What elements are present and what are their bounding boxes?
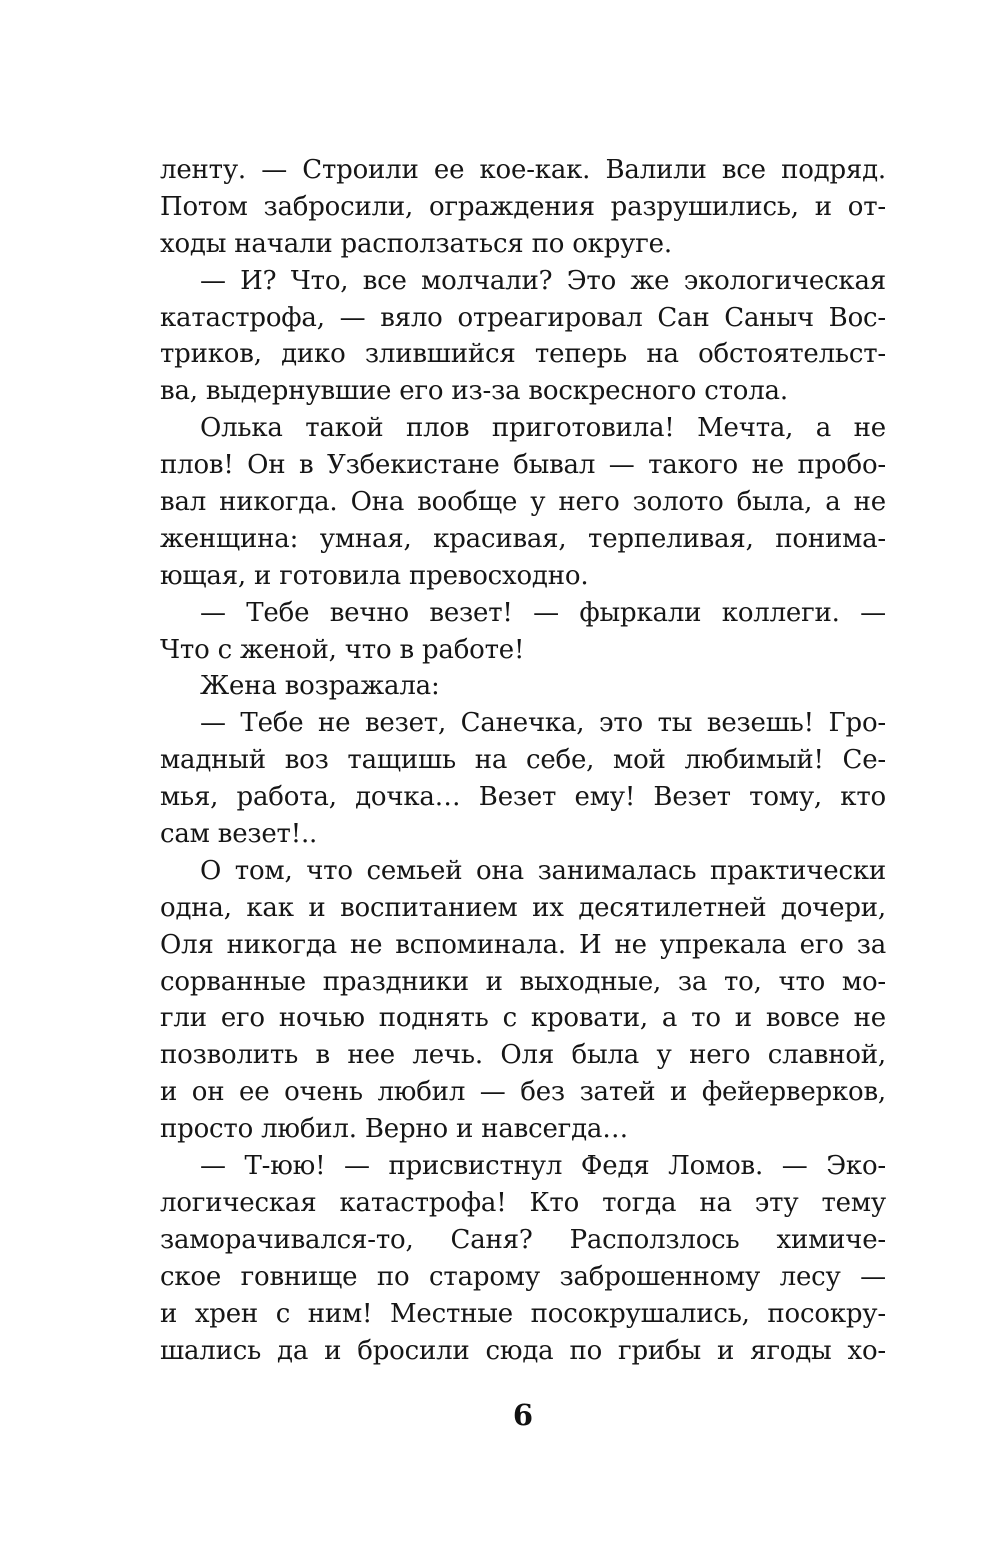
text-line: — Тебе вечно везет! — фыркали коллеги. — bbox=[200, 597, 886, 628]
text-line: женщина: умная, красивая, терпеливая, понима- bbox=[160, 523, 886, 554]
text-line: — И? Что, все молчали? Это же экологическая bbox=[200, 265, 886, 296]
page-number: 6 bbox=[512, 1398, 534, 1432]
text-line: просто любил. Верно и навсегда… bbox=[160, 1114, 628, 1145]
text-line: триков, дико злившийся теперь на обстоятельст- bbox=[160, 339, 886, 370]
page-text bbox=[160, 152, 886, 1369]
text-line: ва, выдернувшие его из-за воскресного стола. bbox=[160, 376, 788, 407]
text-line: логическая катастрофа! Кто тогда на эту тему bbox=[160, 1187, 886, 1218]
text-line: Потом забросили, ограждения разрушились, и от- bbox=[160, 191, 886, 222]
text-line: катастрофа, — вяло отреагировал Сан Саныч Вос- bbox=[160, 302, 886, 333]
text-line: позволить в нее лечь. Оля была у него славной, bbox=[160, 1040, 886, 1071]
text-line: сам везет!.. bbox=[160, 819, 318, 850]
text-line: ленту. — Строили ее кое-как. Валили все подряд. bbox=[160, 155, 886, 185]
text-line: — Тебе не везет, Санечка, это ты везешь! Гро- bbox=[200, 708, 886, 739]
text-line: ходы начали расползаться по округе. bbox=[160, 228, 672, 259]
text-line: и хрен с ним! Местные посокрушались, посокру- bbox=[160, 1298, 886, 1329]
text-line: одна, как и воспитанием их десятилетней дочери, bbox=[160, 892, 886, 923]
text-line: мья, работа, дочка… Везет ему! Везет тому, кто bbox=[160, 782, 886, 813]
text-line: вал никогда. Она вообще у него золото была, а не bbox=[160, 487, 886, 518]
text-line: Оля никогда не вспоминала. И не упрекала его за bbox=[160, 929, 886, 960]
text-line: Жена возражала: bbox=[200, 671, 440, 702]
text-line: мадный воз тащишь на себе, мой любимый! Се- bbox=[160, 745, 886, 776]
text-line: плов! Он в Узбекистане бывал — такого не пробо- bbox=[160, 450, 886, 481]
text-line: шались да и бросили сюда по грибы и ягоды хо- bbox=[160, 1335, 886, 1366]
text-line: гли его ночью поднять с кровати, а то и вовсе не bbox=[160, 1003, 886, 1034]
text-line: ское говнище по старому заброшенному лесу — bbox=[160, 1261, 886, 1292]
text-line: сорванные праздники и выходные, за то, что мо- bbox=[160, 966, 886, 997]
text-line: ющая, и готовила превосходно. bbox=[160, 560, 589, 591]
text-line: Олька такой плов приготовила! Мечта, а не bbox=[200, 413, 886, 444]
text-line: и он ее очень любил — без затей и фейерверков, bbox=[160, 1077, 886, 1108]
text-line: заморачивался-то, Саня? Расползлось химиче- bbox=[160, 1224, 886, 1255]
text-line: О том, что семьей она занималась практически bbox=[200, 855, 886, 886]
text-line: — Т-юю! — присвистнул Федя Ломов. — Эко- bbox=[200, 1151, 886, 1182]
text-line: Что с женой, что в работе! bbox=[160, 634, 525, 665]
